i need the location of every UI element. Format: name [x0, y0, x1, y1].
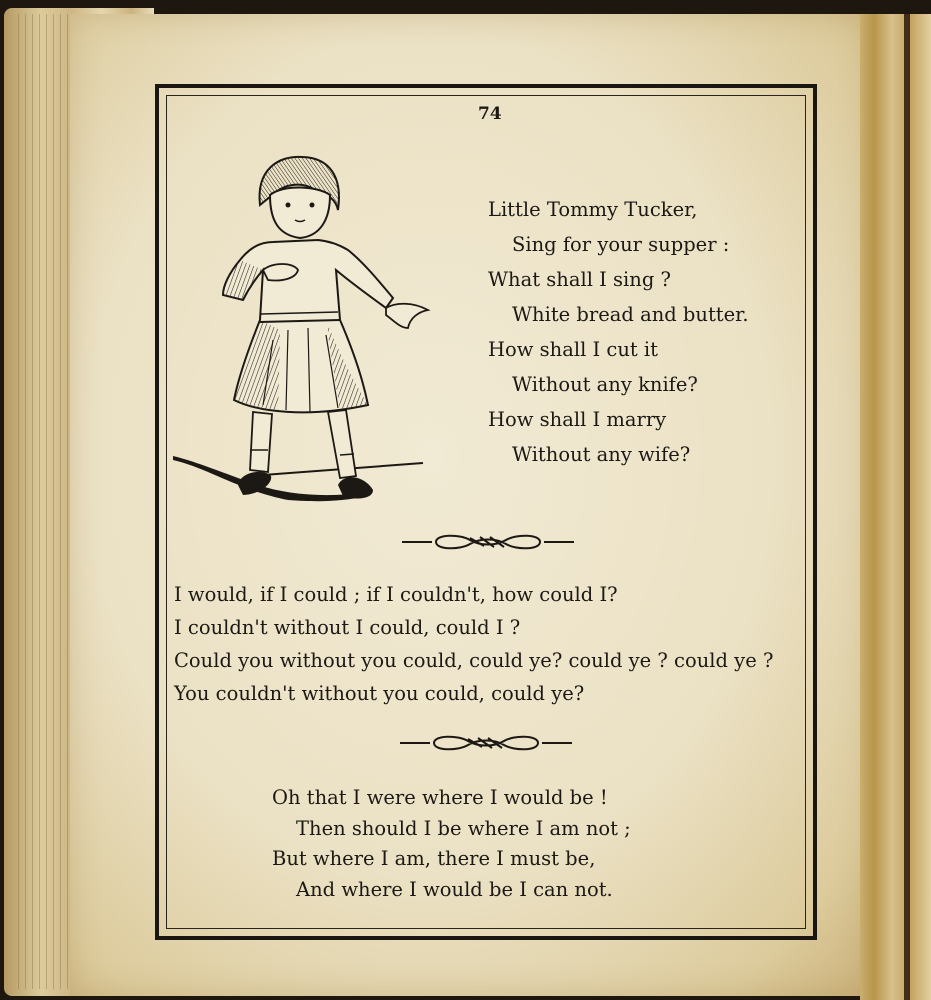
poem-line: Could you without you could, could ye? could ye ? could ye ? — [174, 649, 774, 672]
poem-tommy-tucker — [488, 192, 749, 472]
poem-line: Without any knife? — [512, 373, 698, 396]
poem-line: How shall I marry — [488, 408, 667, 431]
scroll-ornament-divider — [398, 731, 574, 755]
poem-line: You couldn't without you could, could ye? — [174, 682, 585, 705]
poem-line: But where I am, there I must be, — [272, 847, 596, 870]
scroll-ornament-divider — [400, 530, 576, 554]
poem-could-ye — [174, 578, 773, 710]
poem-line: Without any wife? — [512, 443, 691, 466]
poem-line: And where I would be I can not. — [296, 877, 613, 901]
book-spine-edge — [860, 14, 931, 1000]
poem-line: I would, if I could ; if I couldn't, how could I? — [174, 583, 618, 606]
poem-where-i-would-be — [272, 783, 631, 905]
poem-line: Little Tommy Tucker, — [488, 198, 698, 221]
poem-line: Sing for your supper : — [512, 233, 730, 256]
child-illustration — [168, 150, 438, 520]
poem-line: White bread and butter. — [512, 303, 749, 326]
poem-line: What shall I sing ? — [488, 268, 671, 291]
page-number: 74 — [478, 104, 502, 124]
poem-line: I couldn't without I could, could I ? — [174, 616, 521, 639]
poem-line: Oh that I were where I would be ! — [272, 786, 608, 809]
poem-line: Then should I be where I am not ; — [296, 816, 631, 840]
poem-line: How shall I cut it — [488, 338, 658, 361]
